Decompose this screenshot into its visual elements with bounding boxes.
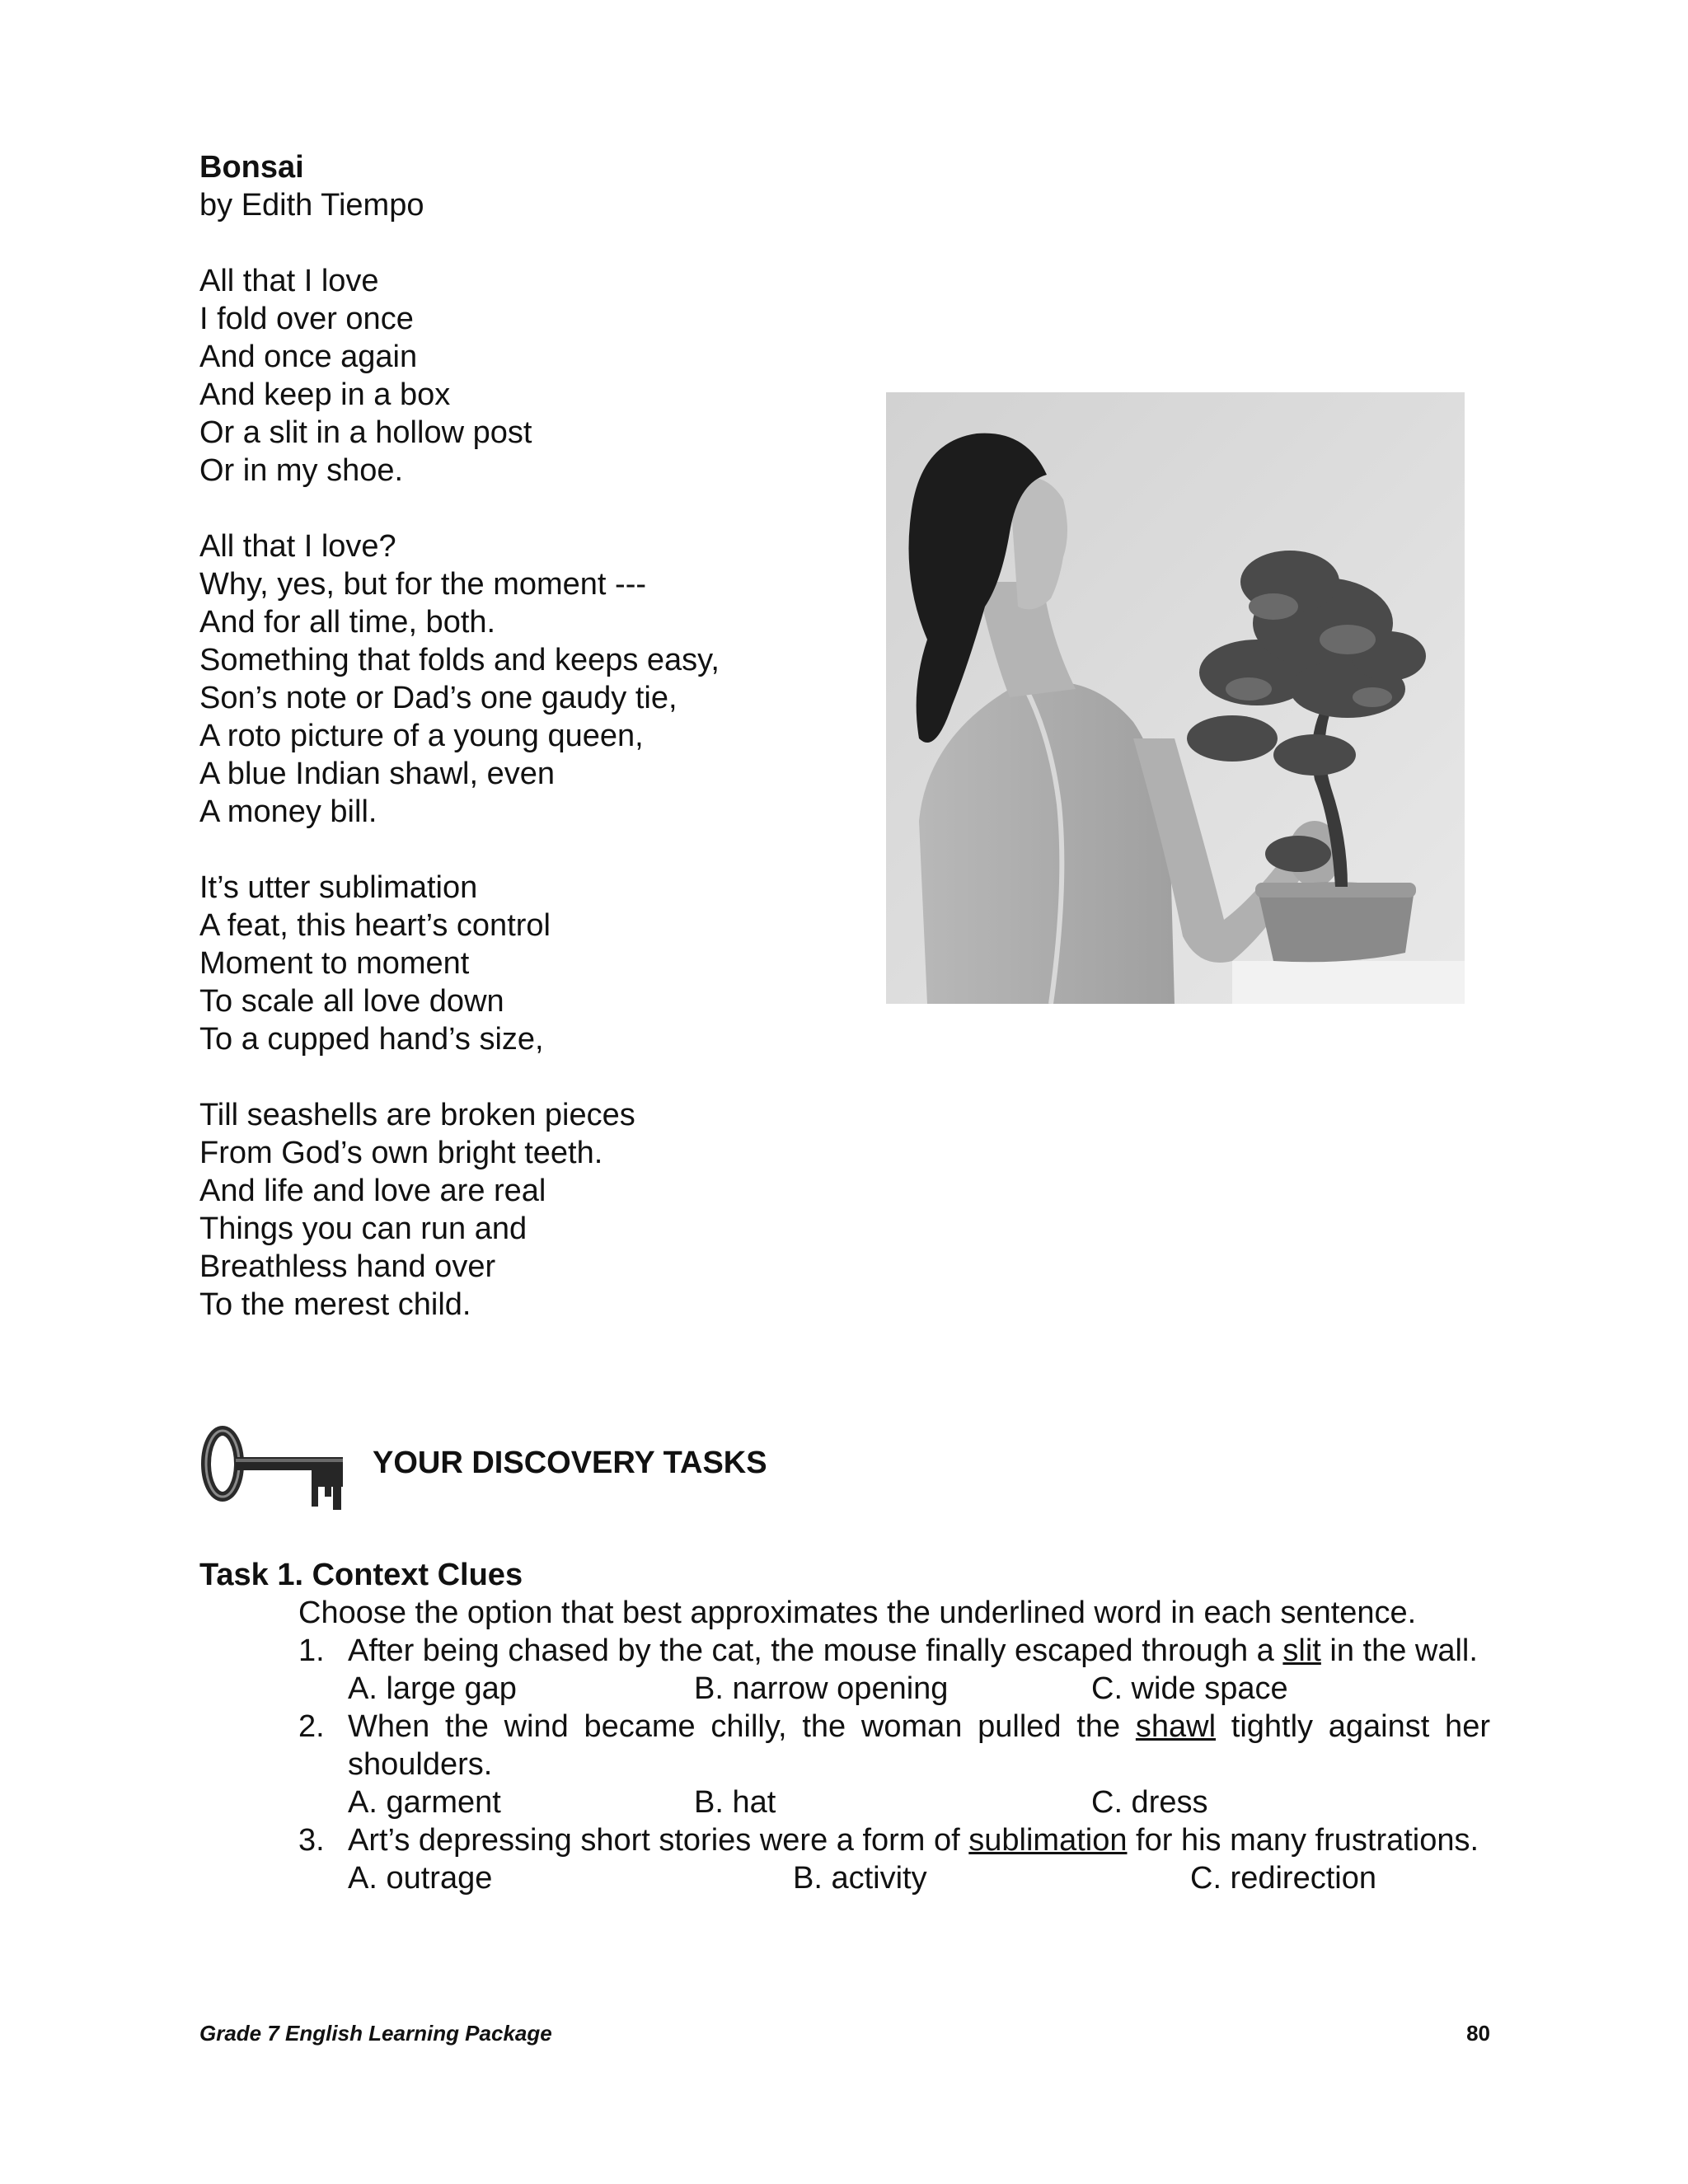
- poem-title: Bonsai: [199, 150, 304, 185]
- option-a[interactable]: A. outrage: [348, 1861, 493, 1896]
- poem-line: Till seashells are broken pieces: [199, 1098, 635, 1132]
- poem-line: It’s utter sublimation: [199, 870, 478, 905]
- option-b[interactable]: B. hat: [694, 1785, 776, 1820]
- poem-line: Something that folds and keeps easy,: [199, 643, 720, 677]
- task-instruction: Choose the option that best approximates the underlined word in each sentence.: [298, 1596, 1417, 1630]
- poem-line: All that I love?: [199, 529, 396, 564]
- poem-line: Moment to moment: [199, 946, 470, 981]
- poem: [199, 148, 900, 1324]
- option-a[interactable]: A. large gap: [348, 1671, 517, 1706]
- question-3: [298, 1821, 1490, 1897]
- key-icon: [199, 1424, 346, 1510]
- question-text-after: for his many frustrations.: [1127, 1823, 1479, 1858]
- poem-line: And for all time, both.: [199, 605, 496, 640]
- poem-line: A feat, this heart’s control: [199, 908, 551, 943]
- poem-stanza-1: [199, 262, 900, 490]
- poem-stanza-3: [199, 869, 900, 1058]
- poem-line: And once again: [199, 340, 418, 374]
- poem-line: To the merest child.: [199, 1287, 471, 1322]
- option-c[interactable]: C. wide space: [1091, 1671, 1288, 1706]
- poem-line: Or in my shoe.: [199, 453, 404, 488]
- poem-line: From God’s own bright teeth.: [199, 1136, 603, 1170]
- poem-line: I fold over once: [199, 302, 414, 336]
- question-text: [348, 1821, 1490, 1859]
- option-c[interactable]: C. redirection: [1190, 1861, 1376, 1896]
- question-text-after: in the wall.: [1320, 1633, 1478, 1668]
- underlined-word: sublimation: [968, 1823, 1128, 1858]
- question-text: [348, 1632, 1490, 1670]
- question-1: [298, 1632, 1490, 1708]
- answer-options: [348, 1670, 1490, 1708]
- question-text: [348, 1708, 1490, 1783]
- answer-options: [348, 1859, 1490, 1897]
- poem-line: Or a slit in a hollow post: [199, 415, 532, 450]
- woman-bonsai-photo: [886, 392, 1465, 1004]
- question-text-before: After being chased by the cat, the mouse finally escaped through a: [348, 1633, 1283, 1668]
- question-number: 2.: [298, 1709, 325, 1744]
- poem-author: by Edith Tiempo: [199, 188, 424, 223]
- poem-line: To scale all love down: [199, 984, 504, 1019]
- question-2: [298, 1708, 1490, 1821]
- footer-title: Grade 7 English Learning Package: [199, 2021, 552, 2046]
- task-title: Task 1. Context Clues: [199, 1558, 523, 1592]
- page-number: 80: [1466, 2021, 1490, 2046]
- question-text-before: Art’s depressing short stories were a form of: [348, 1823, 969, 1858]
- task-1-context-clues: [199, 1556, 1490, 1897]
- question-text-before: When the wind became chilly, the woman pulled the: [348, 1709, 1136, 1744]
- poem-line: To a cupped hand’s size,: [199, 1022, 544, 1057]
- discovery-tasks-header: [199, 1424, 1024, 1510]
- poem-line: All that I love: [199, 264, 379, 298]
- poem-line: Breathless hand over: [199, 1249, 496, 1284]
- discovery-tasks-title: YOUR DISCOVERY TASKS: [373, 1446, 767, 1480]
- woman-trimming-bonsai-photo: [886, 392, 1465, 1004]
- poem-line: And life and love are real: [199, 1174, 546, 1208]
- poem-line: Son’s note or Dad’s one gaudy tie,: [199, 681, 678, 715]
- option-c[interactable]: C. dress: [1091, 1785, 1208, 1820]
- poem-line: A blue Indian shawl, even: [199, 757, 555, 791]
- underlined-word: shawl: [1135, 1709, 1217, 1744]
- question-number: 1.: [298, 1633, 325, 1668]
- option-b[interactable]: B. narrow opening: [694, 1671, 949, 1706]
- poem-line: A roto picture of a young queen,: [199, 719, 644, 753]
- option-b[interactable]: B. activity: [793, 1861, 927, 1896]
- poem-line: And keep in a box: [199, 377, 451, 412]
- underlined-word: slit: [1282, 1633, 1321, 1668]
- poem-line: Things you can run and: [199, 1212, 528, 1246]
- poem-line: Why, yes, but for the moment ---: [199, 567, 647, 602]
- poem-stanza-2: [199, 527, 900, 831]
- option-a[interactable]: A. garment: [348, 1785, 501, 1820]
- answer-options: [348, 1783, 1490, 1821]
- poem-line: A money bill.: [199, 794, 377, 829]
- poem-stanza-4: [199, 1096, 900, 1324]
- question-number: 3.: [298, 1823, 325, 1858]
- question-text-after: tightly against her shoulders.: [348, 1709, 1490, 1782]
